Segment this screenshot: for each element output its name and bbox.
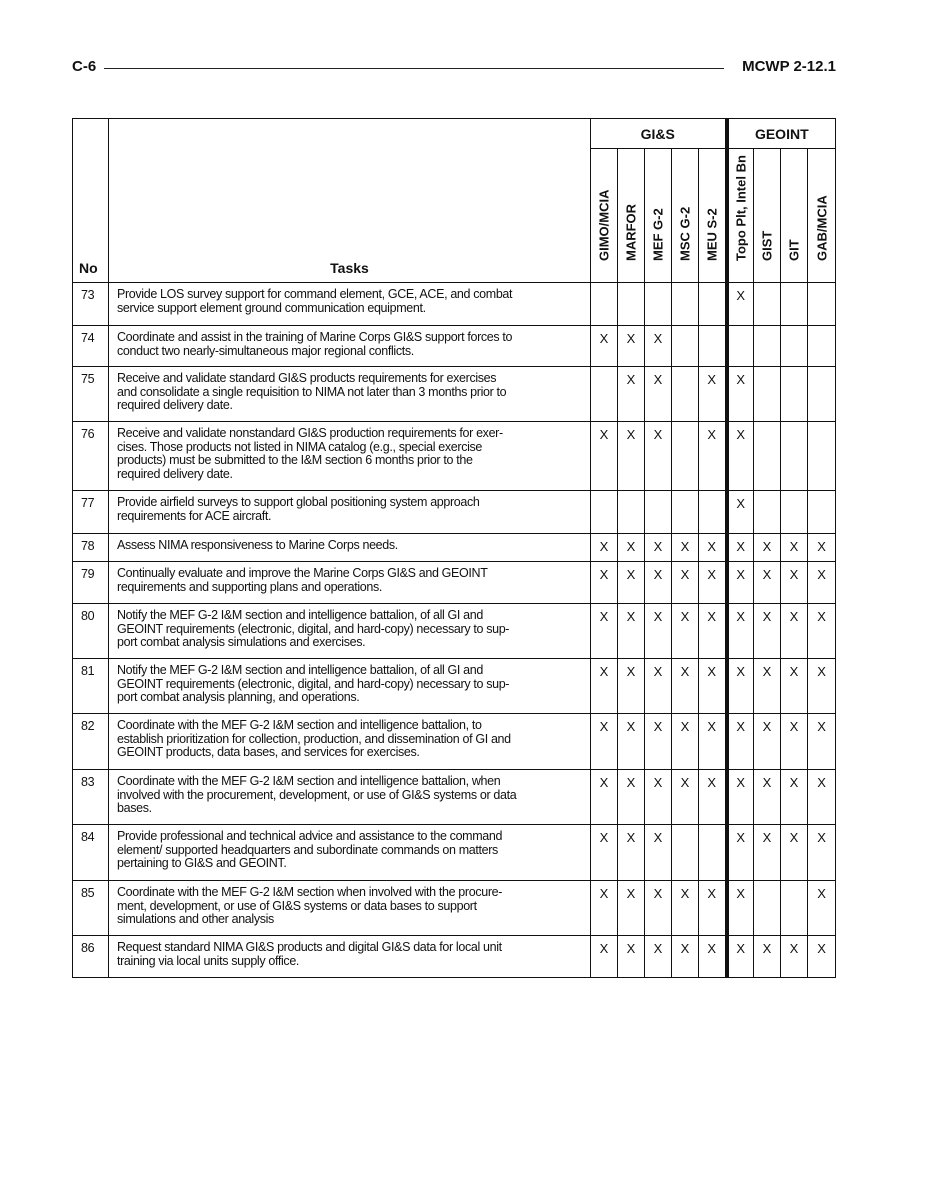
responsibility-mark: X bbox=[781, 714, 808, 770]
column-header-label: MEF G-2 bbox=[650, 208, 666, 261]
responsibility-mark: X bbox=[727, 881, 754, 936]
responsibility-mark bbox=[754, 367, 781, 422]
responsibility-mark: X bbox=[754, 825, 781, 881]
responsibility-mark: X bbox=[727, 491, 754, 534]
responsibility-mark: X bbox=[727, 936, 754, 978]
responsibility-mark: X bbox=[645, 659, 672, 714]
responsibility-mark: X bbox=[808, 562, 836, 604]
task-matrix-table bbox=[72, 118, 836, 978]
responsibility-mark bbox=[618, 283, 645, 326]
responsibility-mark: X bbox=[727, 714, 754, 770]
responsibility-mark bbox=[754, 326, 781, 367]
responsibility-mark: X bbox=[591, 326, 618, 367]
responsibility-mark: X bbox=[727, 770, 754, 825]
responsibility-mark: X bbox=[618, 936, 645, 978]
responsibility-mark: X bbox=[727, 534, 754, 562]
responsibility-mark: X bbox=[808, 825, 836, 881]
responsibility-mark: X bbox=[808, 604, 836, 659]
table-row bbox=[73, 714, 836, 770]
column-header-label: MSC G-2 bbox=[677, 206, 693, 261]
responsibility-mark: X bbox=[645, 326, 672, 367]
responsibility-mark: X bbox=[645, 936, 672, 978]
responsibility-mark: X bbox=[618, 326, 645, 367]
responsibility-mark bbox=[672, 326, 699, 367]
responsibility-mark: X bbox=[672, 881, 699, 936]
task-description: Coordinate with the MEF G-2 I&M section and intelligence battalion, when involved with the procurement, development, or use of GI&S systems or data bases. bbox=[109, 770, 591, 825]
row-number: 84 bbox=[73, 825, 109, 881]
column-header bbox=[699, 149, 727, 283]
responsibility-mark: X bbox=[781, 604, 808, 659]
responsibility-mark bbox=[781, 367, 808, 422]
responsibility-mark: X bbox=[781, 936, 808, 978]
responsibility-mark: X bbox=[727, 367, 754, 422]
column-header bbox=[645, 149, 672, 283]
responsibility-mark: X bbox=[699, 714, 727, 770]
task-description: Notify the MEF G-2 I&M section and intelligence battalion, of all GI and GEOINT requirements (electronic, digital, and hard-copy) necessary to sup- port combat analysis planning, and operations. bbox=[109, 659, 591, 714]
column-header bbox=[672, 149, 699, 283]
responsibility-mark: X bbox=[808, 936, 836, 978]
responsibility-mark: X bbox=[591, 562, 618, 604]
row-number: 82 bbox=[73, 714, 109, 770]
responsibility-mark bbox=[699, 326, 727, 367]
responsibility-mark: X bbox=[727, 283, 754, 326]
table-row bbox=[73, 422, 836, 491]
responsibility-mark: X bbox=[645, 367, 672, 422]
responsibility-mark: X bbox=[699, 936, 727, 978]
table-row bbox=[73, 562, 836, 604]
responsibility-mark: X bbox=[699, 659, 727, 714]
responsibility-mark bbox=[781, 422, 808, 491]
responsibility-mark: X bbox=[727, 422, 754, 491]
responsibility-mark: X bbox=[618, 367, 645, 422]
task-description: Request standard NIMA GI&S products and digital GI&S data for local unit training via local units supply office. bbox=[109, 936, 591, 978]
responsibility-mark: X bbox=[618, 562, 645, 604]
row-number: 74 bbox=[73, 326, 109, 367]
row-number: 86 bbox=[73, 936, 109, 978]
responsibility-mark: X bbox=[591, 659, 618, 714]
table-row bbox=[73, 659, 836, 714]
table-row bbox=[73, 881, 836, 936]
column-header-label: MARFOR bbox=[623, 203, 639, 261]
responsibility-mark: X bbox=[645, 714, 672, 770]
responsibility-mark: X bbox=[727, 659, 754, 714]
responsibility-mark bbox=[808, 283, 836, 326]
row-number: 76 bbox=[73, 422, 109, 491]
table-row bbox=[73, 604, 836, 659]
column-header bbox=[754, 149, 781, 283]
responsibility-mark: X bbox=[645, 422, 672, 491]
responsibility-mark: X bbox=[699, 881, 727, 936]
table-row bbox=[73, 283, 836, 326]
table-row bbox=[73, 534, 836, 562]
responsibility-mark: X bbox=[645, 562, 672, 604]
responsibility-mark: X bbox=[645, 881, 672, 936]
responsibility-mark bbox=[591, 491, 618, 534]
responsibility-mark bbox=[645, 491, 672, 534]
row-number: 79 bbox=[73, 562, 109, 604]
responsibility-mark: X bbox=[618, 659, 645, 714]
column-header-label: GIST bbox=[759, 230, 775, 261]
responsibility-mark bbox=[754, 283, 781, 326]
task-description: Assess NIMA responsiveness to Marine Corps needs. bbox=[109, 534, 591, 562]
column-header-label: MEU S-2 bbox=[704, 208, 720, 261]
responsibility-mark: X bbox=[754, 770, 781, 825]
responsibility-mark: X bbox=[754, 534, 781, 562]
responsibility-mark: X bbox=[808, 770, 836, 825]
responsibility-mark bbox=[808, 422, 836, 491]
responsibility-mark bbox=[754, 422, 781, 491]
responsibility-mark: X bbox=[591, 936, 618, 978]
responsibility-mark: X bbox=[591, 770, 618, 825]
task-description: Continually evaluate and improve the Marine Corps GI&S and GEOINT requirements and supporting plans and operations. bbox=[109, 562, 591, 604]
table-row bbox=[73, 936, 836, 978]
responsibility-mark: X bbox=[618, 881, 645, 936]
task-description: Coordinate and assist in the training of Marine Corps GI&S support forces to conduct two nearly-simultaneous major regional conflicts. bbox=[109, 326, 591, 367]
responsibility-mark: X bbox=[618, 825, 645, 881]
task-description: Provide professional and technical advice and assistance to the command element/ supported headquarters and subordinate commands on matters pertaining to GI&S and GEOINT. bbox=[109, 825, 591, 881]
responsibility-mark: X bbox=[808, 714, 836, 770]
column-header-label: Topo Plt, Intel Bn bbox=[733, 155, 749, 261]
responsibility-mark bbox=[754, 491, 781, 534]
table-row bbox=[73, 825, 836, 881]
column-header bbox=[618, 149, 645, 283]
responsibility-mark bbox=[781, 283, 808, 326]
column-header bbox=[781, 149, 808, 283]
responsibility-mark: X bbox=[699, 770, 727, 825]
task-description: Coordinate with the MEF G-2 I&M section and intelligence battalion, to establish prioritization for collection, production, and dissemination of GI and GEOINT products, data bases, and services for exercises. bbox=[109, 714, 591, 770]
responsibility-mark: X bbox=[591, 825, 618, 881]
responsibility-mark: X bbox=[591, 604, 618, 659]
responsibility-mark: X bbox=[645, 770, 672, 825]
table-row bbox=[73, 491, 836, 534]
responsibility-mark: X bbox=[672, 714, 699, 770]
responsibility-mark: X bbox=[618, 714, 645, 770]
responsibility-mark: X bbox=[645, 604, 672, 659]
responsibility-mark: X bbox=[591, 422, 618, 491]
row-number: 80 bbox=[73, 604, 109, 659]
no-header: No bbox=[73, 119, 109, 283]
row-number: 73 bbox=[73, 283, 109, 326]
responsibility-mark bbox=[781, 491, 808, 534]
responsibility-mark: X bbox=[645, 825, 672, 881]
responsibility-mark: X bbox=[672, 562, 699, 604]
task-description: Receive and validate nonstandard GI&S production requirements for exer- cises. Those products not listed in NIMA catalog (e.g., special exercise products) must be submitted to the I&M section 6 months prior to the required delivery date. bbox=[109, 422, 591, 491]
responsibility-mark bbox=[618, 491, 645, 534]
column-header-label: GAB/MCIA bbox=[814, 195, 830, 261]
task-description: Notify the MEF G-2 I&M section and intelligence battalion, of all GI and GEOINT requirements (electronic, digital, and hard-copy) necessary to sup- port combat analysis simulations and exercises. bbox=[109, 604, 591, 659]
responsibility-mark: X bbox=[699, 604, 727, 659]
responsibility-mark bbox=[699, 825, 727, 881]
responsibility-mark bbox=[727, 326, 754, 367]
table-row bbox=[73, 770, 836, 825]
task-description: Provide LOS survey support for command element, GCE, ACE, and combat service support element ground communication equipment. bbox=[109, 283, 591, 326]
responsibility-mark: X bbox=[618, 534, 645, 562]
responsibility-mark: X bbox=[781, 770, 808, 825]
responsibility-mark: X bbox=[618, 770, 645, 825]
header-rule bbox=[104, 68, 724, 69]
responsibility-mark bbox=[699, 283, 727, 326]
responsibility-mark: X bbox=[727, 562, 754, 604]
responsibility-mark: X bbox=[754, 659, 781, 714]
table-row bbox=[73, 326, 836, 367]
responsibility-mark: X bbox=[672, 770, 699, 825]
responsibility-mark bbox=[591, 367, 618, 422]
page-number: C-6 bbox=[72, 58, 97, 75]
responsibility-mark bbox=[808, 367, 836, 422]
responsibility-mark: X bbox=[727, 604, 754, 659]
page-header bbox=[72, 58, 836, 78]
row-number: 83 bbox=[73, 770, 109, 825]
responsibility-mark: X bbox=[672, 604, 699, 659]
responsibility-mark: X bbox=[727, 825, 754, 881]
responsibility-mark: X bbox=[672, 534, 699, 562]
responsibility-mark bbox=[672, 422, 699, 491]
responsibility-mark bbox=[808, 491, 836, 534]
responsibility-mark: X bbox=[754, 604, 781, 659]
column-header-label: GIT bbox=[786, 239, 802, 261]
responsibility-mark: X bbox=[781, 562, 808, 604]
responsibility-mark: X bbox=[672, 936, 699, 978]
responsibility-mark: X bbox=[781, 825, 808, 881]
task-description: Receive and validate standard GI&S products requirements for exercises and consolidate a single requisition to NIMA not later than 3 months prior to required delivery date. bbox=[109, 367, 591, 422]
responsibility-mark bbox=[591, 283, 618, 326]
column-header bbox=[808, 149, 836, 283]
publication-id: MCWP 2-12.1 bbox=[742, 58, 836, 75]
column-header bbox=[591, 149, 618, 283]
responsibility-mark bbox=[754, 881, 781, 936]
responsibility-mark: X bbox=[808, 881, 836, 936]
tasks-header: Tasks bbox=[109, 119, 591, 283]
column-header-label: GIMO/MCIA bbox=[596, 189, 612, 261]
responsibility-mark: X bbox=[672, 659, 699, 714]
responsibility-mark bbox=[672, 825, 699, 881]
responsibility-mark: X bbox=[699, 422, 727, 491]
group-header-gis: GI&S bbox=[591, 119, 727, 149]
responsibility-mark bbox=[672, 367, 699, 422]
responsibility-mark: X bbox=[591, 714, 618, 770]
row-number: 75 bbox=[73, 367, 109, 422]
responsibility-mark: X bbox=[754, 562, 781, 604]
row-number: 77 bbox=[73, 491, 109, 534]
group-header-geoint: GEOINT bbox=[727, 119, 836, 149]
responsibility-mark: X bbox=[699, 534, 727, 562]
row-number: 78 bbox=[73, 534, 109, 562]
responsibility-mark: X bbox=[591, 534, 618, 562]
responsibility-mark: X bbox=[808, 659, 836, 714]
responsibility-mark: X bbox=[618, 604, 645, 659]
responsibility-mark bbox=[781, 326, 808, 367]
task-description: Provide airfield surveys to support global positioning system approach requirements for ACE aircraft. bbox=[109, 491, 591, 534]
responsibility-mark bbox=[645, 283, 672, 326]
table-row bbox=[73, 367, 836, 422]
responsibility-mark: X bbox=[754, 714, 781, 770]
responsibility-mark bbox=[672, 491, 699, 534]
responsibility-mark bbox=[808, 326, 836, 367]
responsibility-mark bbox=[699, 491, 727, 534]
responsibility-mark bbox=[781, 881, 808, 936]
responsibility-mark: X bbox=[618, 422, 645, 491]
responsibility-mark bbox=[672, 283, 699, 326]
responsibility-mark: X bbox=[781, 659, 808, 714]
task-description: Coordinate with the MEF G-2 I&M section when involved with the procure- ment, development, or use of GI&S systems or data bases to support simulations and other analysis bbox=[109, 881, 591, 936]
row-number: 85 bbox=[73, 881, 109, 936]
responsibility-mark: X bbox=[699, 562, 727, 604]
responsibility-mark: X bbox=[699, 367, 727, 422]
responsibility-mark: X bbox=[808, 534, 836, 562]
row-number: 81 bbox=[73, 659, 109, 714]
column-header bbox=[727, 149, 754, 283]
responsibility-mark: X bbox=[591, 881, 618, 936]
responsibility-mark: X bbox=[781, 534, 808, 562]
responsibility-mark: X bbox=[754, 936, 781, 978]
responsibility-mark: X bbox=[645, 534, 672, 562]
